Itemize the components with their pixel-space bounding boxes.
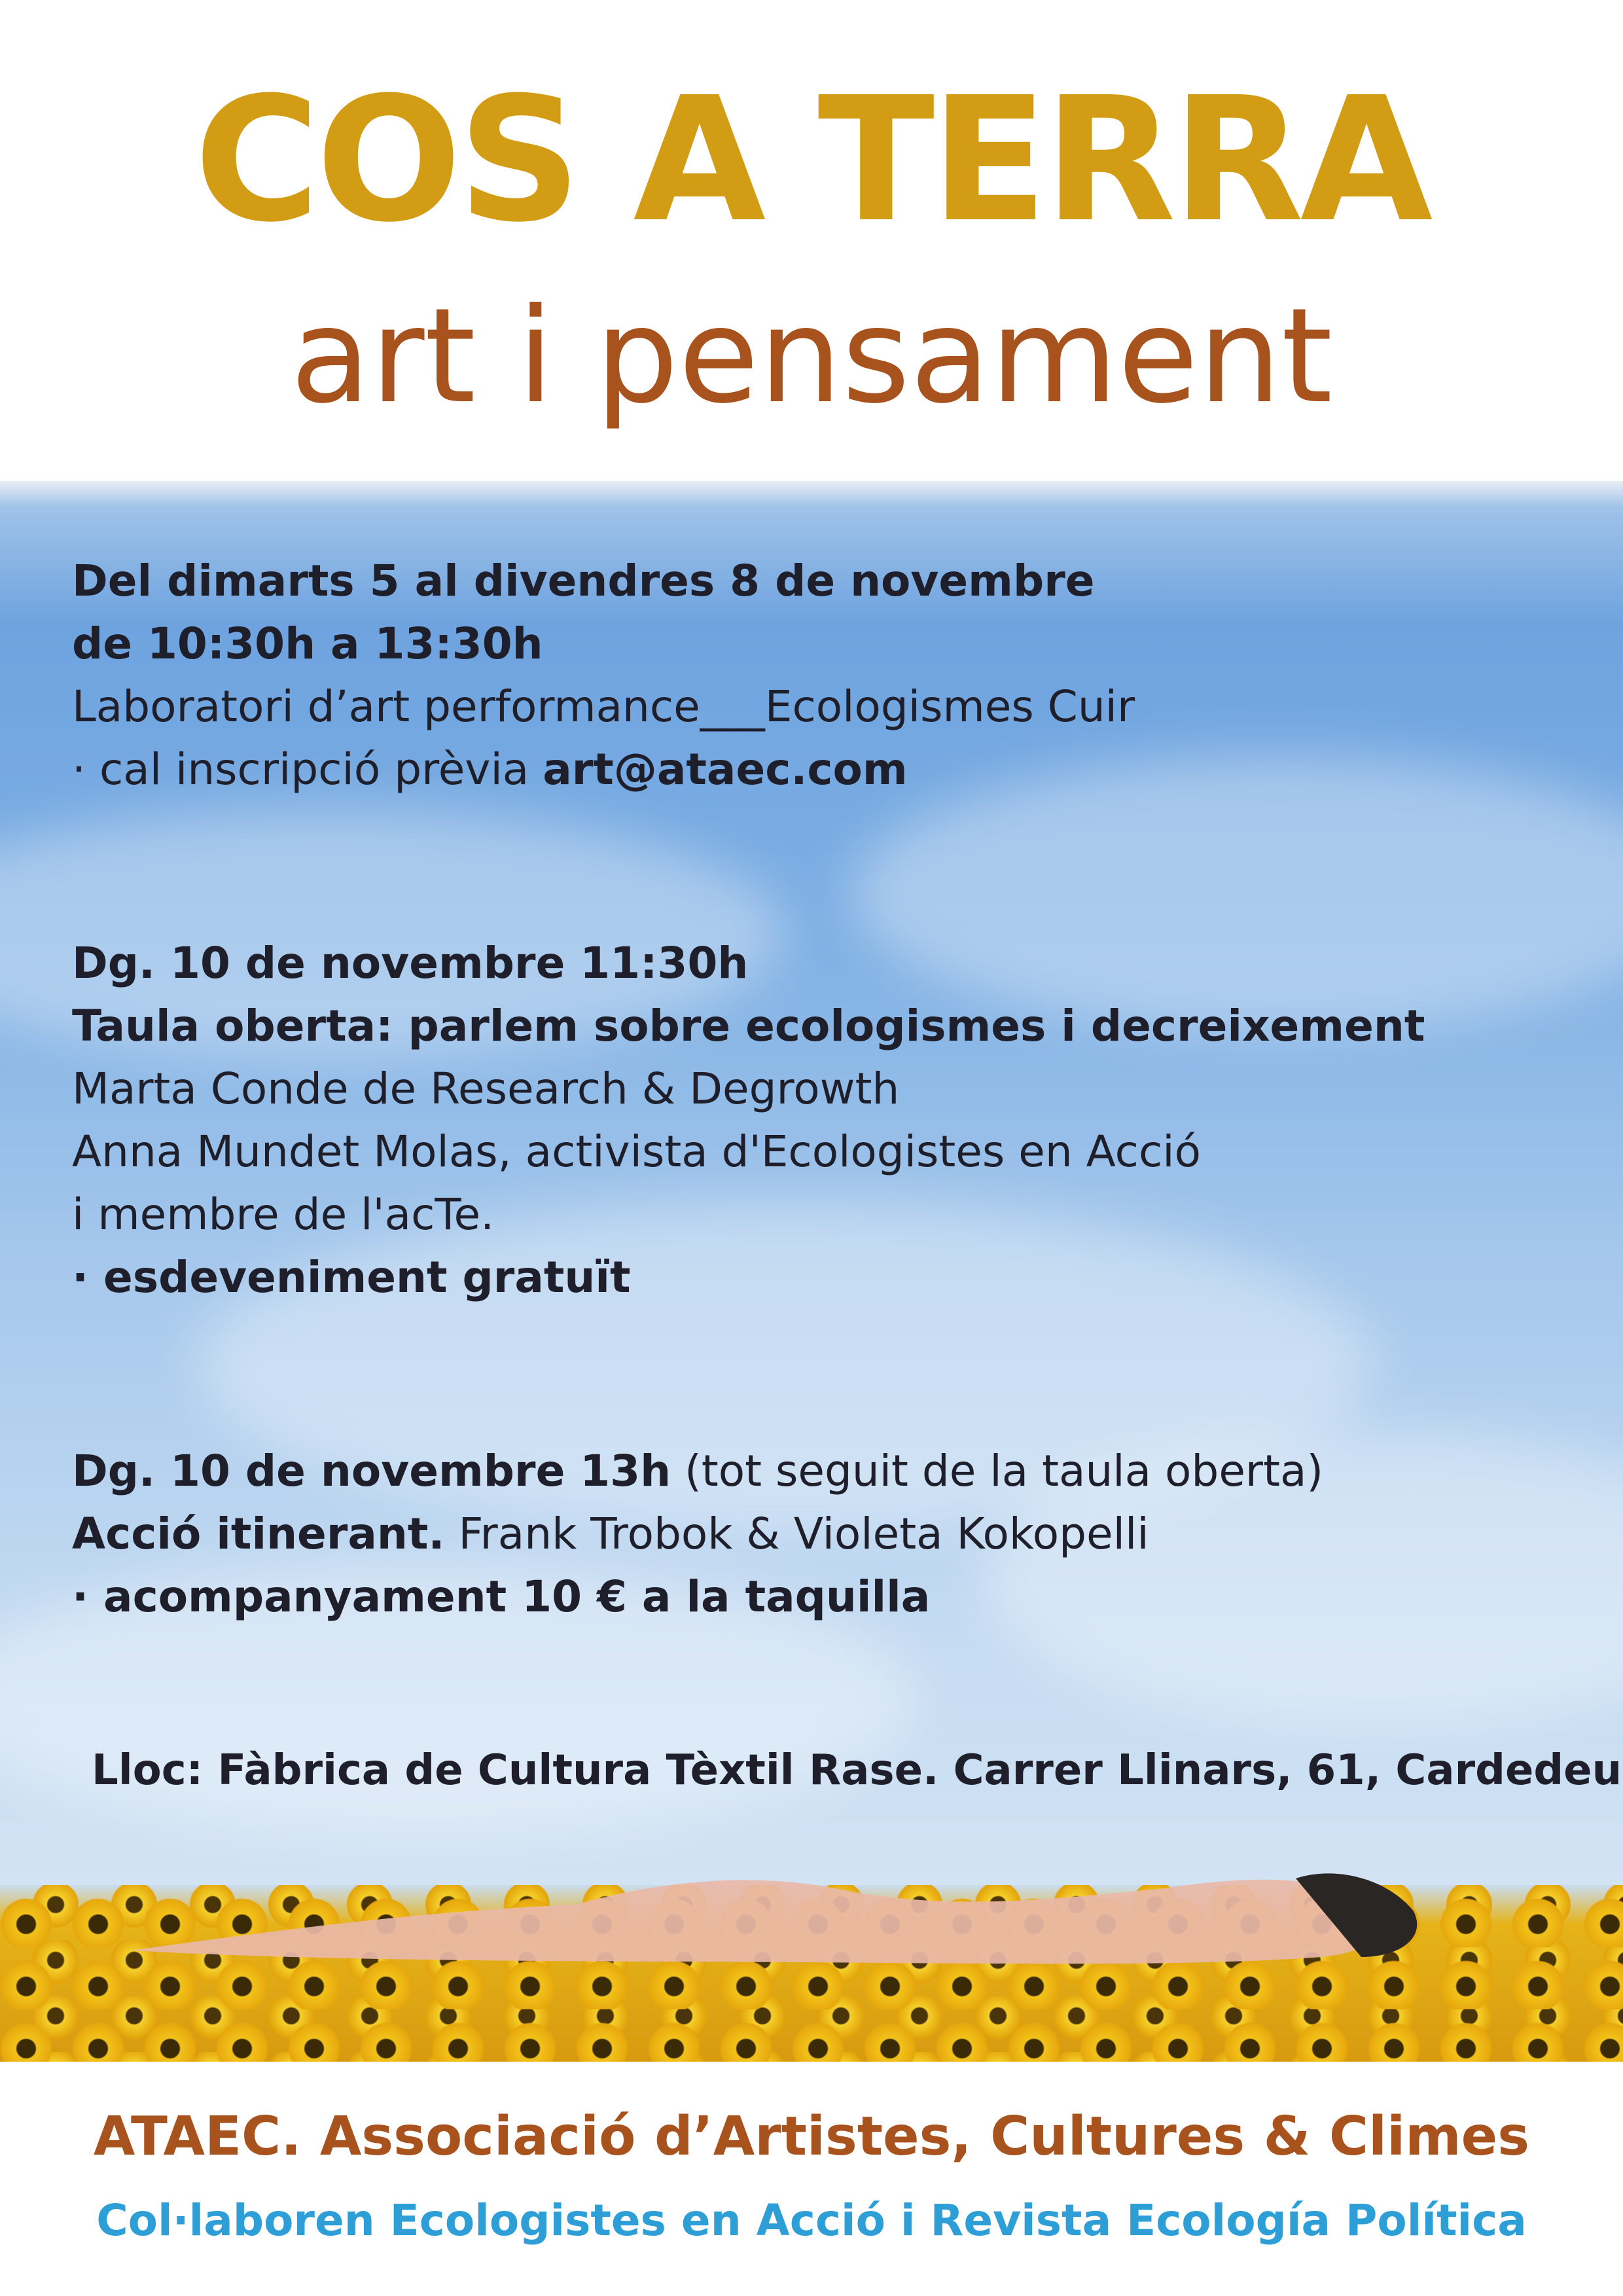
event-3-note: · acompanyament 10 € a la taquilla <box>72 1571 931 1622</box>
event-2-note: · esdeveniment gratuït <box>72 1252 631 1302</box>
event-1-activity: Laboratori d’art performance___Ecologismes Cuir <box>72 681 1135 732</box>
event-3-date-rest: (tot seguit de la taula oberta) <box>671 1446 1324 1496</box>
poster-footer <box>0 2062 1623 2296</box>
event-2-speaker-2-cont: i membre de l'acTe. <box>72 1189 495 1240</box>
event-3-performers: Frank Trobok & Violeta Kokopelli <box>444 1509 1149 1559</box>
event-3-date <box>72 1440 1577 1503</box>
event-1-email-link[interactable]: art@ataec.com <box>543 744 908 795</box>
event-1-note <box>72 738 1577 801</box>
event-list <box>72 550 1577 1628</box>
collaborators-line: Col·laboren Ecologistes en Acció i Revista Ecología Política <box>96 2195 1527 2246</box>
poster-subtitle: art i pensament <box>290 280 1333 433</box>
event-1-dates: Del dimarts 5 al divendres 8 de novembre <box>72 556 1095 606</box>
event-1 <box>72 550 1577 801</box>
event-2-speaker-2: Anna Mundet Molas, activista d'Ecologistes en Acció <box>72 1126 1201 1177</box>
event-1-time: de 10:30h a 13:30h <box>72 619 543 669</box>
event-3-date-bold: Dg. 10 de novembre 13h <box>72 1446 671 1496</box>
event-3-title <box>72 1503 1577 1566</box>
event-2 <box>72 932 1577 1309</box>
event-2-title: Taula oberta: parlem sobre ecologismes i decreixement <box>72 1001 1425 1051</box>
reclining-figure-image <box>79 1852 1446 1970</box>
organizer-name: ATAEC. Associació d’Artistes, Cultures & Climes <box>93 2106 1530 2168</box>
event-2-speaker-1: Marta Conde de Research & Degrowth <box>72 1064 900 1114</box>
event-3-title-bold: Acció itinerant. <box>72 1509 445 1559</box>
event-2-date: Dg. 10 de novembre 11:30h <box>72 938 749 988</box>
venue-address: Lloc: Fàbrica de Cultura Tèxtil Rase. Carrer Llinars, 61, Cardedeu <box>92 1746 1622 1795</box>
event-1-note-text: · cal inscripció prèvia <box>72 744 543 795</box>
event-3 <box>72 1440 1577 1628</box>
poster-header <box>0 0 1623 481</box>
poster-title: COS A TERRA <box>194 60 1429 260</box>
